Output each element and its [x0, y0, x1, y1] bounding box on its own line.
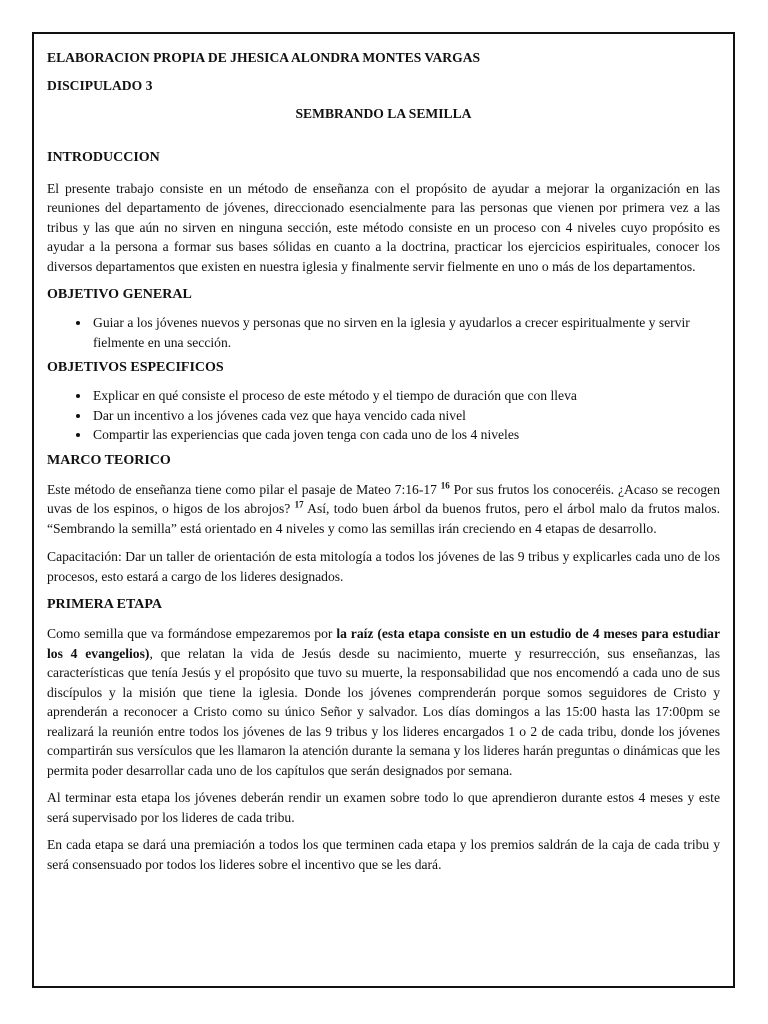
objetivo-general-list: [47, 313, 720, 352]
list-item: • Guiar a los jóvenes nuevos y personas que no sirven en la iglesia y ayudarlos a crecer espiritualmente y servir fielmente en una sección.: [91, 313, 720, 352]
primera-etapa-heading: PRIMERA ETAPA: [47, 597, 162, 612]
document-page: [32, 32, 735, 988]
premiacion-paragraph: En cada etapa se dará una premiación a todos los que terminen cada etapa y los premios saldrán de la caja de cada tribu y será consensuado por todos los lideres sobre el incentivo que se les dará.: [47, 837, 720, 872]
capacitacion-paragraph: Capacitación: Dar un taller de orientación de esta mitología a todos los jóvenes de las 9 tribus y explicarles cada uno de los procesos, esto estará a cargo de los lideres designados.: [47, 549, 720, 584]
intro-heading: INTRODUCCION: [47, 149, 160, 165]
primera-etapa-paragraph: Como semilla que va formándose empezaremos por la raíz (esta etapa consiste en un estudio de 4 meses para estudiar los 4 evangelios), que relatan la vida de Jesús desde su nacimiento, muerte y resurrección, sus enseñanzas, las características que tenía Jesús y el propósito que tuvo su muerte, la responsabilidad que nos encomendó a cada uno de sus discípulos y la misión que tiene la iglesia. Donde los jóvenes comprenderán porque somos seguidores de Cristo y aprenderán a reconocer a Cristo como su único Señor y salvador. Los días domingos a las 15:00 hasta las 17:00pm se realizará la reunión entre todos los jóvenes de las 9 tribus y los lideres encargados 1 o 2 de cada tribu, donde los jóvenes compartirán sus versículos que les llamaron la atención durante la semana y los lideres harán preguntas o dinámicas que les permita poder desarrollar cada uno de los capítulos que serán designados por semana.: [47, 626, 720, 778]
marco-teorico-heading: MARCO TEORICO: [47, 452, 171, 468]
document-title: SEMBRANDO LA SEMILLA: [295, 106, 472, 121]
author-line: ELABORACION PROPIA DE JHESICA ALONDRA MONTES VARGAS: [47, 50, 481, 65]
course-line: DISCIPULADO 3: [47, 77, 153, 93]
examen-paragraph: Al terminar esta etapa los jóvenes deberán rendir un examen sobre todo lo que aprendieron durante estos 4 meses y este será supervisado por los lideres de cada tribu.: [47, 790, 720, 825]
objetivos-especificos-heading: OBJETIVOS ESPECIFICOS: [47, 360, 224, 375]
intro-paragraph: El presente trabajo consiste en un método de enseñanza con el propósito de ayudar a mejorar la organización en las reuniones del departamento de jóvenes, direccionado esencialmente para las personas que vienen por primera vez a las tribus y las que aún no sirven en ninguna sección, este método consiste en un proceso con 4 niveles cuyo propósito es ayudar a la persona a formar sus bases sólidas en cuanto a la doctrina, practicar los ejercicios espirituales, conocer los diversos departamentos que existen en nuestra iglesia y finalmente servir fielmente en uno o más de los departamentos.: [47, 180, 720, 274]
objetivos-especificos-list: [47, 386, 720, 445]
objetivo-general-heading: OBJETIVO GENERAL: [47, 287, 192, 302]
list-item: • Explicar en qué consiste el proceso de este método y el tiempo de duración que con lleva: [91, 386, 720, 406]
list-item: • Compartir las experiencias que cada joven tenga con cada uno de los 4 niveles: [91, 425, 720, 445]
list-item: • Dar un incentivo a los jóvenes cada vez que haya vencido cada nivel: [91, 406, 720, 426]
marco-teorico-paragraph: Este método de enseñanza tiene como pilar el pasaje de Mateo 7:16-17 $^{16}$ Por sus frutos los conoceréis. ¿Acaso se recogen uvas de los espinos, o higos de los abrojos? $^{17}$ Así, todo buen árbol da buenos frutos, pero el árbol malo da frutos malos. “Sembrando la semilla” está orientado en 4 niveles y como las semillas irán creciendo en 4 etapas de desarrollo.: [47, 479, 720, 536]
